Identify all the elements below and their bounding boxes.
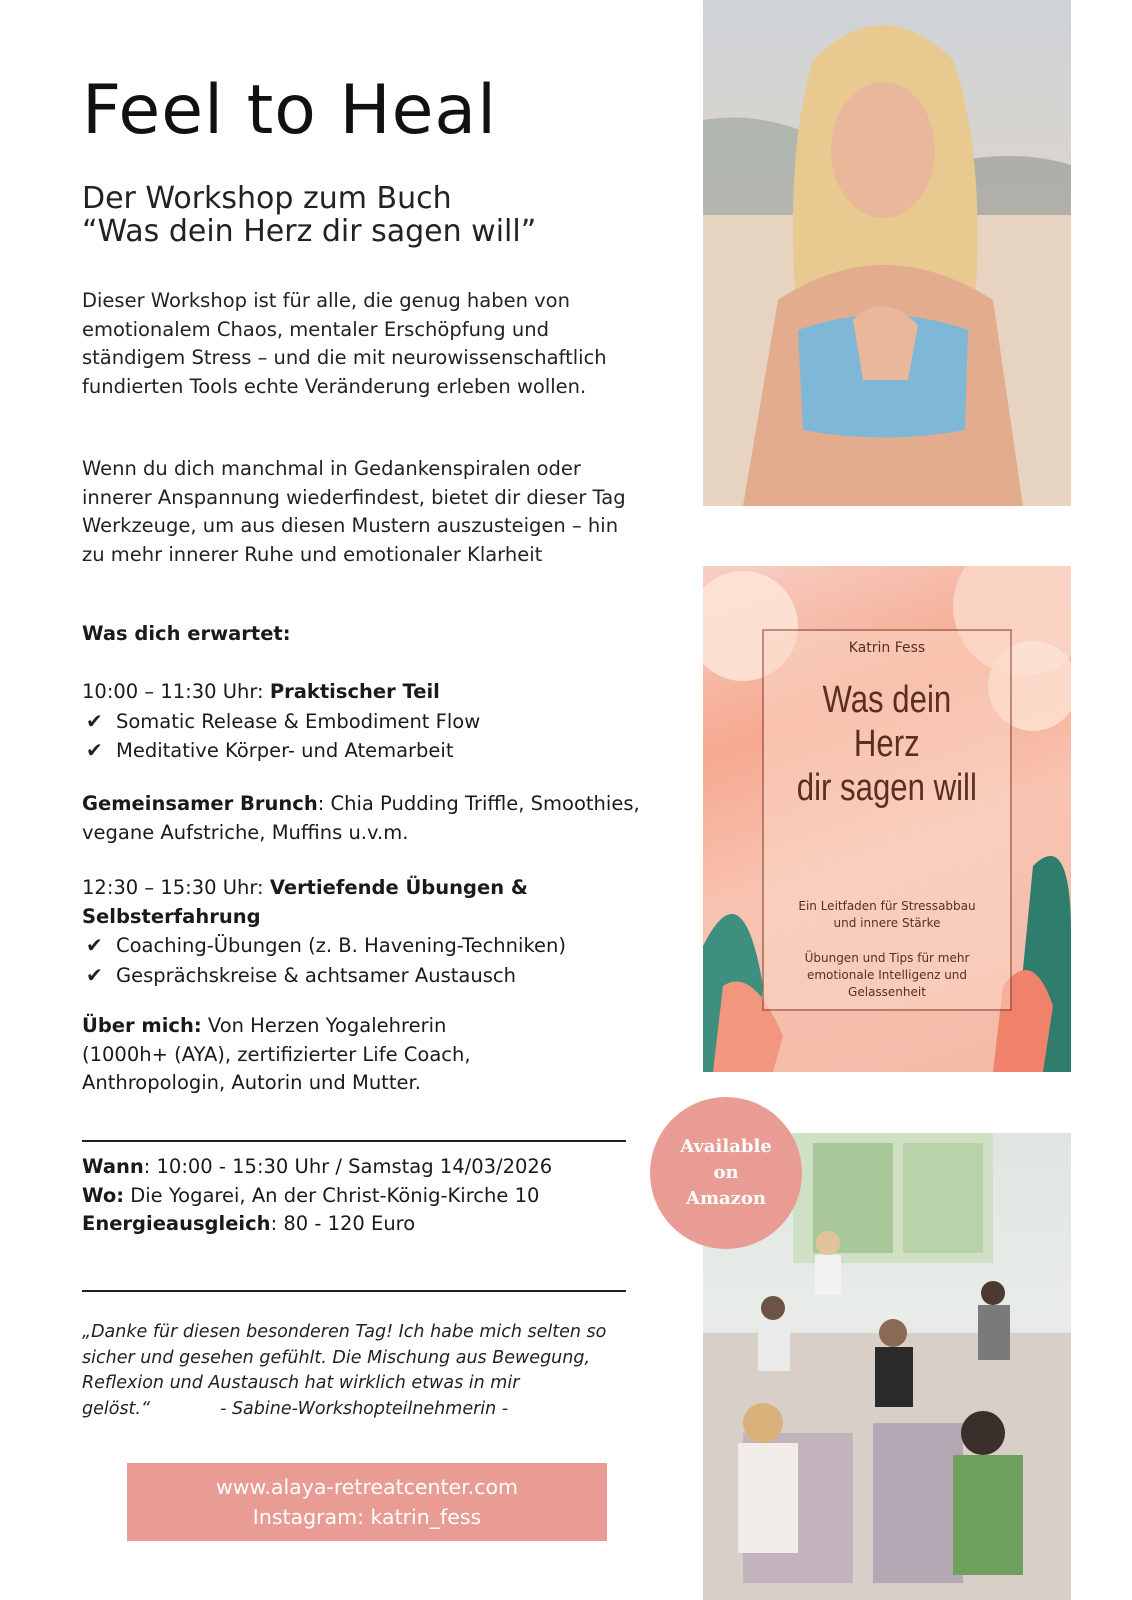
check-icon: ✔ — [86, 962, 103, 987]
brunch-text: : Chia Pudding Triffle, Smoothies, vegane Aufstriche, Muffins u.v.m. — [82, 792, 640, 844]
price-value: : 80 - 120 Euro — [270, 1212, 416, 1235]
event-details — [82, 1153, 552, 1239]
testimonial-quote: „Danke für diesen besonderen Tag! Ich habe mich selten so sicher und gesehen gefühlt. Die Mischung aus Bewegung, Reflexion und Austausch hat wirklich etwas in mir gelöst.“ — [82, 1322, 607, 1419]
intro-paragraph-2: Wenn du dich manchmal in Gedankenspiralen oder innerer Anspannung wiederfindest, bietet dir dieser Tag Werkzeuge, um aus diesen Mustern auszusteigen – hin zu mehr innerer Ruhe und emotionaler Klarheit — [82, 457, 626, 566]
list-item: ✔ Somatic Release & Embodiment Flow — [82, 707, 652, 737]
testimonial-author: - Sabine-Workshopteilnehmerin - — [220, 1398, 509, 1419]
book-author: Katrin Fess — [848, 640, 926, 656]
part1-title: Praktischer Teil — [269, 680, 440, 703]
when-label: Wann — [82, 1155, 144, 1178]
testimonial — [82, 1320, 652, 1422]
page-title: Feel to Heal — [82, 71, 497, 150]
about-text: Von Herzen Yogalehrerin (1000h+ (AYA), zertifizierter Life Coach, Anthropologin, Autorin und Mutter. — [82, 1014, 471, 1094]
divider — [82, 1290, 626, 1292]
check-icon: ✔ — [86, 933, 103, 957]
website-link[interactable]: www.alaya-retreatcenter.com — [215, 1475, 519, 1499]
portrait-illustration — [703, 0, 1071, 506]
subtitle-line-1: Der Workshop zum Buch — [82, 181, 452, 216]
list-item: ✔ Coaching-Übungen (z. B. Havening-Techniken) — [82, 931, 652, 961]
when-value: : 10:00 - 15:30 Uhr / Samstag 14/03/2026 — [143, 1155, 553, 1178]
part1-time: 10:00 – 11:30 Uhr: — [82, 680, 270, 703]
about-title: Über mich: — [82, 1014, 202, 1037]
page-subtitle — [82, 182, 642, 248]
brunch-title: Gemeinsamer Brunch — [82, 792, 318, 815]
schedule-part-2 — [82, 874, 652, 990]
subtitle-line-2: “Was dein Herz dir sagen will” — [82, 214, 537, 249]
check-icon: ✔ — [86, 738, 103, 762]
brunch-info — [82, 790, 652, 847]
instagram-link[interactable]: Instagram: katrin_fess — [252, 1505, 482, 1529]
schedule-heading: Was dich erwartet: — [82, 622, 291, 645]
amazon-badge[interactable]: Available on Amazon — [650, 1097, 802, 1249]
check-icon: ✔ — [86, 708, 103, 733]
contact-box — [127, 1463, 607, 1541]
intro-paragraph-1: Dieser Workshop ist für alle, die genug haben von emotionalem Chaos, mentaler Erschöpfung und ständigem Stress – und die mit neurowissenschaftlich fundierten Tools echte Veränderung erleben wollen. — [82, 289, 607, 398]
book-tagline-2: Übungen und Tips für mehr emotionale Intelligenz und Gelassenheit — [804, 951, 970, 999]
part2-title: Vertiefende Übungen & Selbsterfahrung — [82, 876, 528, 928]
book-tagline: Ein Leitfaden für Stressabbau und innere Stärke — [798, 899, 976, 930]
divider — [82, 1140, 626, 1142]
about-me — [82, 1012, 522, 1098]
book-cover — [703, 566, 1071, 1072]
schedule-part-1 — [82, 678, 652, 766]
list-item: ✔ Meditative Körper- und Atemarbeit — [82, 736, 652, 766]
price-label: Energieausgleich — [82, 1212, 271, 1235]
where-label: Wo: — [82, 1183, 125, 1207]
where-value: Die Yogarei, An der Christ-König-Kirche 10 — [124, 1183, 540, 1207]
portrait-photo — [703, 0, 1071, 506]
book-title: Was dein Herz dir sagen will — [796, 679, 978, 809]
part2-time: 12:30 – 15:30 Uhr: — [82, 876, 270, 899]
list-item: ✔ Gesprächskreise & achtsamer Austausch — [82, 961, 652, 991]
